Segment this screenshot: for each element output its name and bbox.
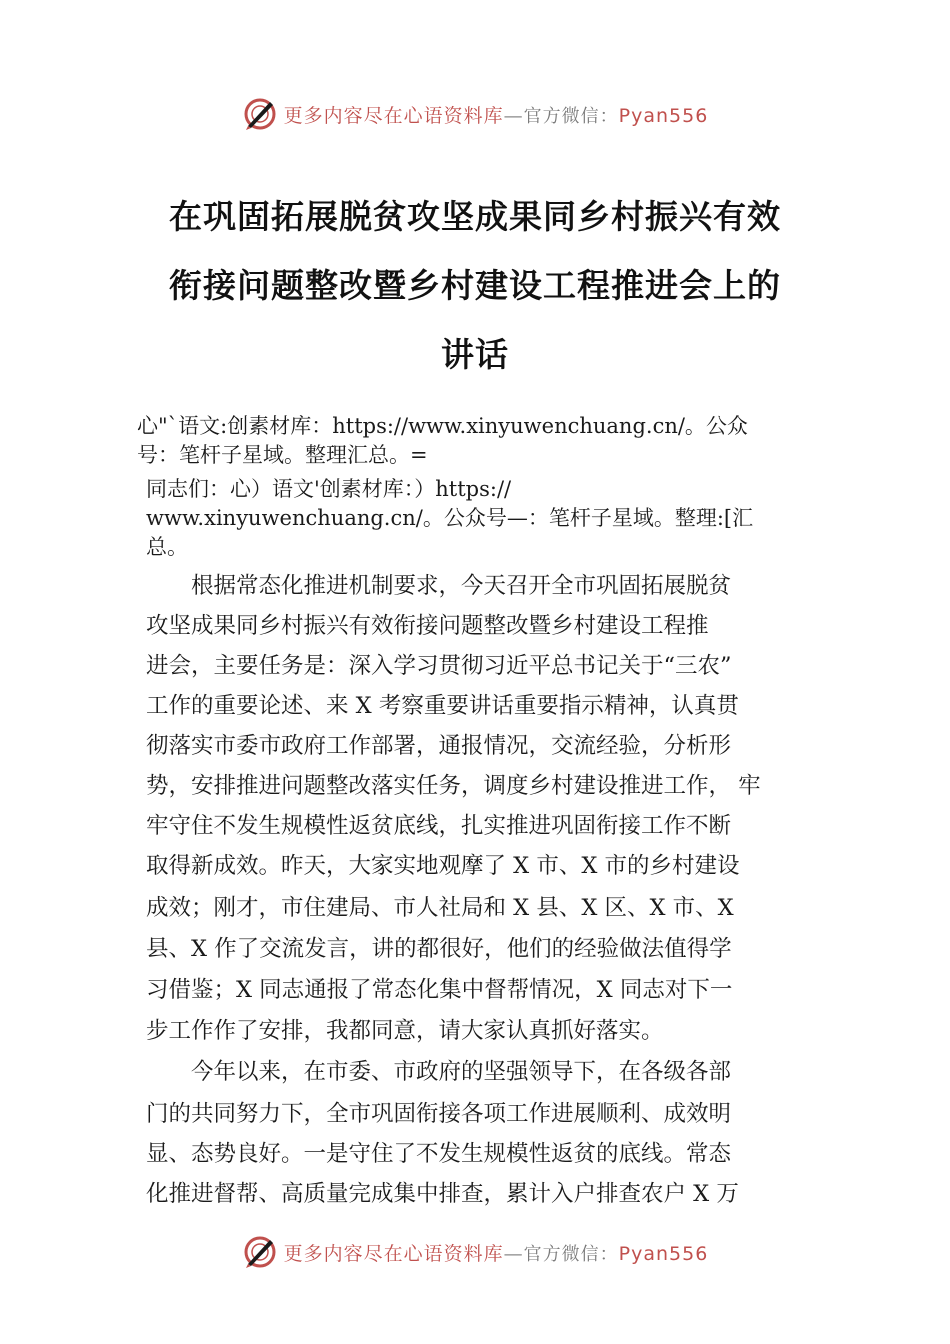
source-note-line: 同志们：心）语文'创素材库：）https://: [146, 477, 512, 501]
banner-site-text: 更多内容尽在心语资料库: [283, 1242, 504, 1265]
title-line: 衔接问题整改暨乡村建设工程推进会上的: [169, 266, 781, 305]
source-note-line: 总。: [146, 535, 188, 559]
body-line: 攻坚成果同乡村振兴有效衔接问题整改暨乡村建设工程推: [146, 613, 709, 639]
body-line: 势，安排推进问题整改落实任务，调度乡村建设推进工作， 牢: [146, 773, 761, 799]
body-line: 步工作作了安排，我都同意，请大家认真抓好落实。: [146, 1018, 664, 1044]
banner-wechat-label: 官方微信：: [523, 1243, 619, 1265]
banner-text: [284, 1239, 709, 1266]
body-line: 进会，主要任务是：深入学习贯彻习近平总书记关于“三农”: [146, 653, 732, 679]
banner-site-text: 更多内容尽在心语资料库: [283, 104, 504, 127]
header-banner: [0, 94, 950, 134]
title-line: 在巩固拓展脱贫攻坚成果同乡村振兴有效: [169, 197, 781, 236]
body-line: 县、X 作了交流发言，讲的都很好，他们的经验做法值得学: [146, 936, 732, 962]
banner-text: [284, 101, 709, 128]
title-line: 讲话: [441, 335, 509, 374]
body-line: 习借鉴；X 同志通报了常态化集中督帮情况，X 同志对下一: [146, 977, 733, 1003]
banner-account: Pyan556: [618, 104, 709, 127]
body-line: 门的共同努力下，全市巩固衔接各项工作进展顺利、成效明: [146, 1101, 732, 1127]
banner-wechat-label: 官方微信：: [523, 105, 619, 127]
banner-separator: —: [503, 104, 524, 127]
body-line: 彻落实市委市政府工作部署，通报情况，交流经验，分析形: [146, 733, 732, 759]
body-line: 根据常态化推进机制要求，今天召开全市巩固拓展脱贫: [146, 573, 732, 599]
source-note-line: 心"`语文:创素材库：https://www.xinyuwenchuang.cn/。公众: [137, 414, 748, 438]
body-line: 成效；刚才，市住建局、市人社局和 X 县、X 区、X 市、X: [146, 895, 734, 921]
pen-logo-icon: [242, 96, 278, 132]
body-line: 今年以来，在市委、市政府的坚强领导下，在各级各部: [146, 1059, 732, 1085]
banner-separator: —: [503, 1242, 524, 1265]
body-line: 显、态势良好。一是守住了不发生规模性返贫的底线。常态: [146, 1141, 732, 1167]
source-note-line: www.xinyuwenchuang.cn/。公众号—：笔杆子星域。整理:[汇: [146, 506, 754, 530]
document-title: [120, 182, 830, 389]
body-line: 化推进督帮、高质量完成集中排查，累计入户排查农户 X 万: [146, 1181, 739, 1207]
banner-account: Pyan556: [618, 1242, 709, 1265]
source-note-line: 号：笔杆子星域。整理汇总。=: [137, 443, 428, 467]
footer-banner: [0, 1232, 950, 1272]
body-line: 取得新成效。昨天，大家实地观摩了 X 市、X 市的乡村建设: [146, 853, 740, 879]
body-line: 牢守住不发生规模性返贫底线，扎实推进巩固衔接工作不断: [146, 813, 732, 839]
pen-logo-icon: [242, 1234, 278, 1270]
body-line: 工作的重要论述、来 X 考察重要讲话重要指示精神，认真贯: [146, 693, 739, 719]
